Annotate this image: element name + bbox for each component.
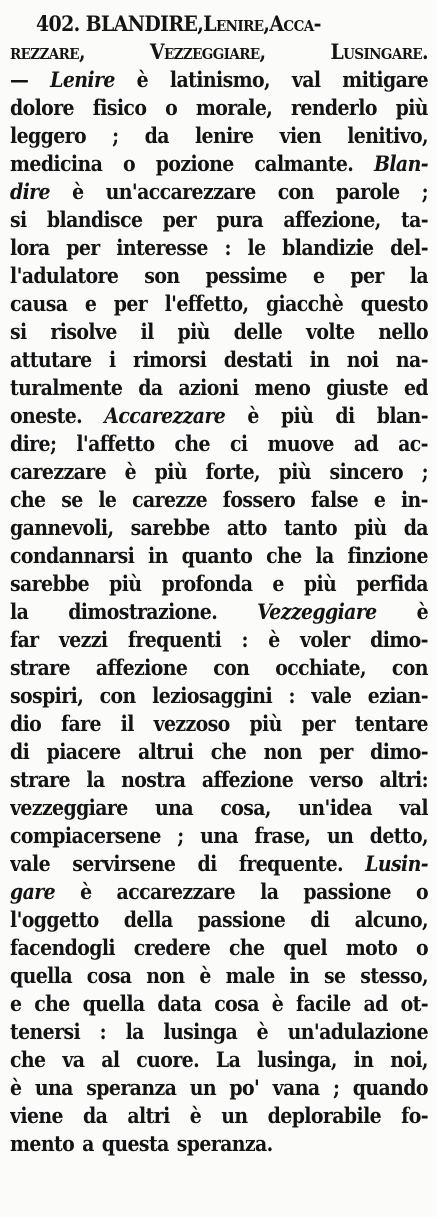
word: mitigare <box>342 67 428 92</box>
word: Blan- <box>373 151 428 176</box>
word: tentare <box>354 711 428 736</box>
word: non <box>146 963 185 988</box>
word: per <box>319 739 353 764</box>
word: parole <box>335 179 400 204</box>
word: per <box>66 235 100 260</box>
text-line <box>10 234 428 262</box>
word: val <box>291 67 321 92</box>
word: ad <box>353 431 379 456</box>
word: alcuno, <box>354 907 428 932</box>
word: una <box>155 795 193 820</box>
text-line <box>10 486 428 514</box>
word: occhiate, <box>275 655 366 680</box>
word: mento <box>10 1131 75 1156</box>
word: rimorsi <box>132 347 207 372</box>
word: con <box>213 655 250 680</box>
word: muove <box>267 431 334 456</box>
word: e <box>84 291 97 316</box>
word: carezzare <box>10 459 106 484</box>
word: ac- <box>398 431 428 456</box>
word: più <box>280 403 314 428</box>
word: ezian- <box>367 683 428 708</box>
heading-word: Vezzeggiare, <box>149 39 266 64</box>
text-line <box>10 178 428 206</box>
word: il <box>120 711 134 736</box>
word: sarebbe <box>130 515 210 540</box>
word: quella <box>10 963 72 988</box>
word: ; <box>421 459 428 484</box>
word: nostra <box>121 767 186 792</box>
word: vien <box>279 123 322 148</box>
word: le <box>98 487 117 512</box>
text-line <box>10 710 428 738</box>
word: di <box>310 907 330 932</box>
heading-word: Acca- <box>269 11 321 36</box>
text-line <box>10 514 428 542</box>
word: facendogli <box>10 935 115 960</box>
text-line <box>10 598 428 626</box>
text-line <box>10 346 428 374</box>
word: che <box>10 487 46 512</box>
word: latinismo, <box>169 67 270 92</box>
word: la <box>315 543 334 568</box>
word: un'adulazione <box>287 1019 428 1044</box>
word: un <box>189 1075 216 1100</box>
word: passione <box>303 879 391 904</box>
word: carezze <box>132 487 208 512</box>
word: lenitivo, <box>347 123 428 148</box>
word: verso <box>309 767 363 792</box>
text-line <box>10 822 428 850</box>
word: val <box>399 795 428 820</box>
word: vale <box>10 851 51 876</box>
word: delle <box>233 319 283 344</box>
word: o <box>415 935 428 960</box>
word: i <box>109 347 116 372</box>
word: tenersi <box>10 1019 81 1044</box>
word: che <box>228 935 265 960</box>
word: speranza <box>86 1075 177 1100</box>
word: calmante. <box>254 151 354 176</box>
word: son <box>144 263 180 288</box>
text-line <box>10 66 428 94</box>
word: sarebbe <box>10 571 90 596</box>
text-line <box>10 878 428 906</box>
heading-word: rezzare, <box>10 39 85 64</box>
text-line <box>10 1046 428 1074</box>
word: Lusin- <box>365 851 428 876</box>
word: : <box>241 627 248 652</box>
word: e <box>10 991 22 1016</box>
word: in <box>309 347 330 372</box>
text-line <box>10 626 428 654</box>
word: più <box>249 711 282 736</box>
word: è <box>136 67 149 92</box>
text-line <box>10 962 428 990</box>
word: detto, <box>369 823 428 848</box>
word: giacchè <box>265 291 344 316</box>
text-line <box>10 850 428 878</box>
word: ci <box>229 431 248 456</box>
entry-heading-line-2 <box>10 38 428 66</box>
word: dimo- <box>370 627 428 652</box>
word: un'accarezzare <box>105 179 256 204</box>
word: il <box>140 319 154 344</box>
word: blandizie <box>282 235 374 260</box>
text-line <box>10 206 428 234</box>
word: attutare <box>10 347 92 372</box>
word: viene <box>10 1103 63 1128</box>
word: si <box>10 319 27 344</box>
word: facile <box>295 991 351 1016</box>
word: perfida <box>356 571 428 596</box>
word: a <box>82 1131 94 1156</box>
text-line <box>10 1130 428 1158</box>
word: l'oggetto <box>10 907 99 932</box>
word: profonda <box>161 571 253 596</box>
text-line <box>10 906 428 934</box>
word: vale <box>311 683 352 708</box>
word: si <box>10 207 27 232</box>
word: fossero <box>222 487 296 512</box>
word: che <box>266 543 302 568</box>
word: altri: <box>379 767 428 792</box>
word: interesse <box>116 235 208 260</box>
word: affezione, <box>283 207 381 232</box>
word: vezzoso <box>153 711 230 736</box>
text-line <box>10 934 428 962</box>
word: forte, <box>205 459 260 484</box>
word: po' <box>229 1075 260 1100</box>
text-line <box>10 766 428 794</box>
word: azioni <box>178 375 239 400</box>
word: gare <box>10 879 56 904</box>
word: in <box>289 963 310 988</box>
word: frequente. <box>238 851 343 876</box>
word: e <box>312 263 325 288</box>
word: cosa <box>86 963 132 988</box>
word: leggero <box>10 123 86 148</box>
text-line <box>10 402 428 430</box>
word: fare <box>60 711 101 736</box>
word: dire; <box>10 431 57 456</box>
word: o <box>165 95 178 120</box>
text-line <box>10 290 428 318</box>
text-line <box>10 374 428 402</box>
text-line <box>10 1102 428 1130</box>
word: speranza. <box>176 1131 273 1156</box>
word: credere <box>133 935 211 960</box>
word: da <box>144 123 169 148</box>
word: fisico <box>92 95 147 120</box>
word: compiacersene <box>10 823 161 848</box>
word: è <box>80 879 92 904</box>
word: o <box>123 151 136 176</box>
word: di <box>10 739 30 764</box>
word: lenire <box>194 123 254 148</box>
word: una <box>200 823 239 848</box>
word: non <box>263 739 302 764</box>
word: è <box>189 1103 202 1128</box>
word: una <box>34 1075 73 1100</box>
word: finzione <box>347 543 428 568</box>
word: va <box>62 1047 85 1072</box>
heading-word: 402. BLANDIRE, <box>36 11 204 36</box>
word: Accarezzare <box>104 403 226 428</box>
word: dimostrazione. <box>68 599 218 624</box>
text-line <box>10 262 428 290</box>
word: più <box>154 459 187 484</box>
word: in <box>148 543 168 568</box>
word: quando <box>352 1075 428 1100</box>
word: destati <box>223 347 293 372</box>
text-line <box>10 794 428 822</box>
word: data <box>157 991 202 1016</box>
word: per <box>113 291 148 316</box>
word: morale, <box>195 95 273 120</box>
word: gannevoli, <box>10 515 114 540</box>
word: di <box>335 403 355 428</box>
word: la <box>409 263 428 288</box>
word: del- <box>390 235 428 260</box>
word: tanto <box>283 515 338 540</box>
word: la <box>10 599 29 624</box>
text-line <box>10 94 428 122</box>
word: è <box>10 1075 22 1100</box>
word: se <box>61 487 83 512</box>
word: passione <box>197 907 286 932</box>
text-line <box>10 122 428 150</box>
word: vezzeggiare <box>10 795 128 820</box>
word: ; <box>112 123 119 148</box>
text-line <box>10 150 428 178</box>
word: servirsene <box>72 851 176 876</box>
word: Vezzeggiare <box>257 599 377 624</box>
word: ot- <box>400 991 428 1016</box>
word: cuore. <box>136 1047 200 1072</box>
word: deplorabile <box>267 1103 382 1128</box>
word: più <box>303 571 337 596</box>
heading-word: Lenire, <box>203 11 270 36</box>
word: della <box>123 907 173 932</box>
word: è <box>416 599 428 624</box>
word: cosa <box>214 991 259 1016</box>
word: blandisce <box>46 207 143 232</box>
word: di <box>197 851 217 876</box>
word: ad <box>363 991 388 1016</box>
word: con <box>99 683 136 708</box>
word: fo- <box>401 1103 428 1128</box>
text-line <box>10 570 428 598</box>
word: che <box>10 1047 46 1072</box>
word: — <box>10 67 29 92</box>
word: più <box>395 95 428 120</box>
word: e <box>373 487 386 512</box>
word: altrui <box>137 739 194 764</box>
word: per <box>162 207 197 232</box>
word: per <box>301 711 335 736</box>
word: sospiri, <box>10 683 84 708</box>
text-line <box>10 458 428 486</box>
word: ; <box>421 179 428 204</box>
word: risolve <box>50 319 117 344</box>
word: false <box>310 487 359 512</box>
entry-heading <box>10 10 428 38</box>
word: è <box>124 459 137 484</box>
word: e <box>272 571 284 596</box>
word: ed <box>403 375 428 400</box>
word: pura <box>216 207 264 232</box>
word: dimo- <box>370 739 428 764</box>
word: blan- <box>376 403 428 428</box>
word: quella <box>82 991 145 1016</box>
word: La <box>215 1047 241 1072</box>
word: la <box>260 879 279 904</box>
word: frase, <box>254 823 311 848</box>
word: noi, <box>390 1047 428 1072</box>
word: l'affetto <box>76 431 155 456</box>
word: accarezzare <box>116 879 236 904</box>
word: : <box>288 683 295 708</box>
word: o <box>415 879 428 904</box>
word: un'idea <box>298 795 372 820</box>
word: male <box>225 963 275 988</box>
word: è <box>199 963 211 988</box>
word: lusinga, <box>257 1047 337 1072</box>
word: leziosaggini <box>152 683 273 708</box>
word: è <box>271 991 284 1016</box>
text-line <box>10 542 428 570</box>
word: è <box>247 403 259 428</box>
word: è <box>256 1019 269 1044</box>
word: quel <box>283 935 327 960</box>
word: vana <box>272 1075 320 1100</box>
word: più <box>278 459 311 484</box>
word: un <box>326 823 354 848</box>
text-line <box>10 318 428 346</box>
text-line <box>10 682 428 710</box>
word: noi <box>346 347 379 372</box>
word: più <box>354 515 387 540</box>
word: l'effetto, <box>164 291 249 316</box>
text-line <box>10 654 428 682</box>
word: meno <box>254 375 311 400</box>
text-line <box>10 1074 428 1102</box>
word: al <box>101 1047 120 1072</box>
word: l'adulatore <box>10 263 119 288</box>
word: giuste <box>326 375 389 400</box>
word: in <box>353 1047 374 1072</box>
word: frequenti <box>127 627 222 652</box>
word: dio <box>10 711 42 736</box>
word: Lenire <box>50 67 115 92</box>
word: in- <box>400 487 428 512</box>
word: atto <box>226 515 267 540</box>
word: ; <box>177 823 184 848</box>
word: stesso, <box>360 963 428 988</box>
word: nello <box>378 319 428 344</box>
word: per <box>350 263 384 288</box>
word: pessime <box>205 263 287 288</box>
word: da <box>83 1103 108 1128</box>
word: dire <box>10 179 50 204</box>
word: è <box>268 627 280 652</box>
word: condannarsi <box>10 543 135 568</box>
word: causa <box>10 291 68 316</box>
word: più <box>109 571 142 596</box>
text-line <box>10 738 428 766</box>
word: pozione <box>155 151 234 176</box>
word: vezzi <box>58 627 108 652</box>
word: è <box>72 179 84 204</box>
word: affezione <box>95 655 188 680</box>
word: questo <box>360 291 428 316</box>
word: che <box>210 739 247 764</box>
text-line <box>10 990 428 1018</box>
word: turalmente <box>10 375 123 400</box>
word: : <box>99 1019 107 1044</box>
word: questa <box>101 1131 169 1156</box>
word: quanto <box>181 543 253 568</box>
word: moto <box>345 935 398 960</box>
word: strare <box>10 767 70 792</box>
word: le <box>247 235 266 260</box>
word: affezione <box>201 767 294 792</box>
word: far <box>10 627 39 652</box>
word: se <box>324 963 346 988</box>
word: da <box>403 515 428 540</box>
word: con <box>277 179 314 204</box>
word: piacere <box>46 739 121 764</box>
heading-line-1 <box>36 10 321 38</box>
word: cosa, <box>220 795 271 820</box>
word: ta- <box>400 207 428 232</box>
word: dolore <box>10 95 74 120</box>
word: lusinga <box>163 1019 238 1044</box>
word: volte <box>305 319 355 344</box>
word: voler <box>300 627 350 652</box>
text-line <box>10 1018 428 1046</box>
word: la <box>125 1019 144 1044</box>
text-line <box>10 430 428 458</box>
word: sincero <box>329 459 403 484</box>
word: più <box>177 319 210 344</box>
heading-word: Lusingare. <box>330 39 428 64</box>
word: oneste. <box>10 403 83 428</box>
word: altri <box>127 1103 170 1128</box>
word: la <box>86 767 105 792</box>
word: na- <box>395 347 428 372</box>
word: ; <box>332 1075 340 1100</box>
word: con <box>391 655 428 680</box>
word: un <box>221 1103 248 1128</box>
word: che <box>34 991 70 1016</box>
word: strare <box>10 655 70 680</box>
word: lora <box>10 235 50 260</box>
word: da <box>138 375 163 400</box>
word: renderlo <box>290 95 377 120</box>
word: che <box>174 431 210 456</box>
word: : <box>224 235 231 260</box>
word: medicina <box>10 151 103 176</box>
dictionary-entry <box>10 10 428 1158</box>
